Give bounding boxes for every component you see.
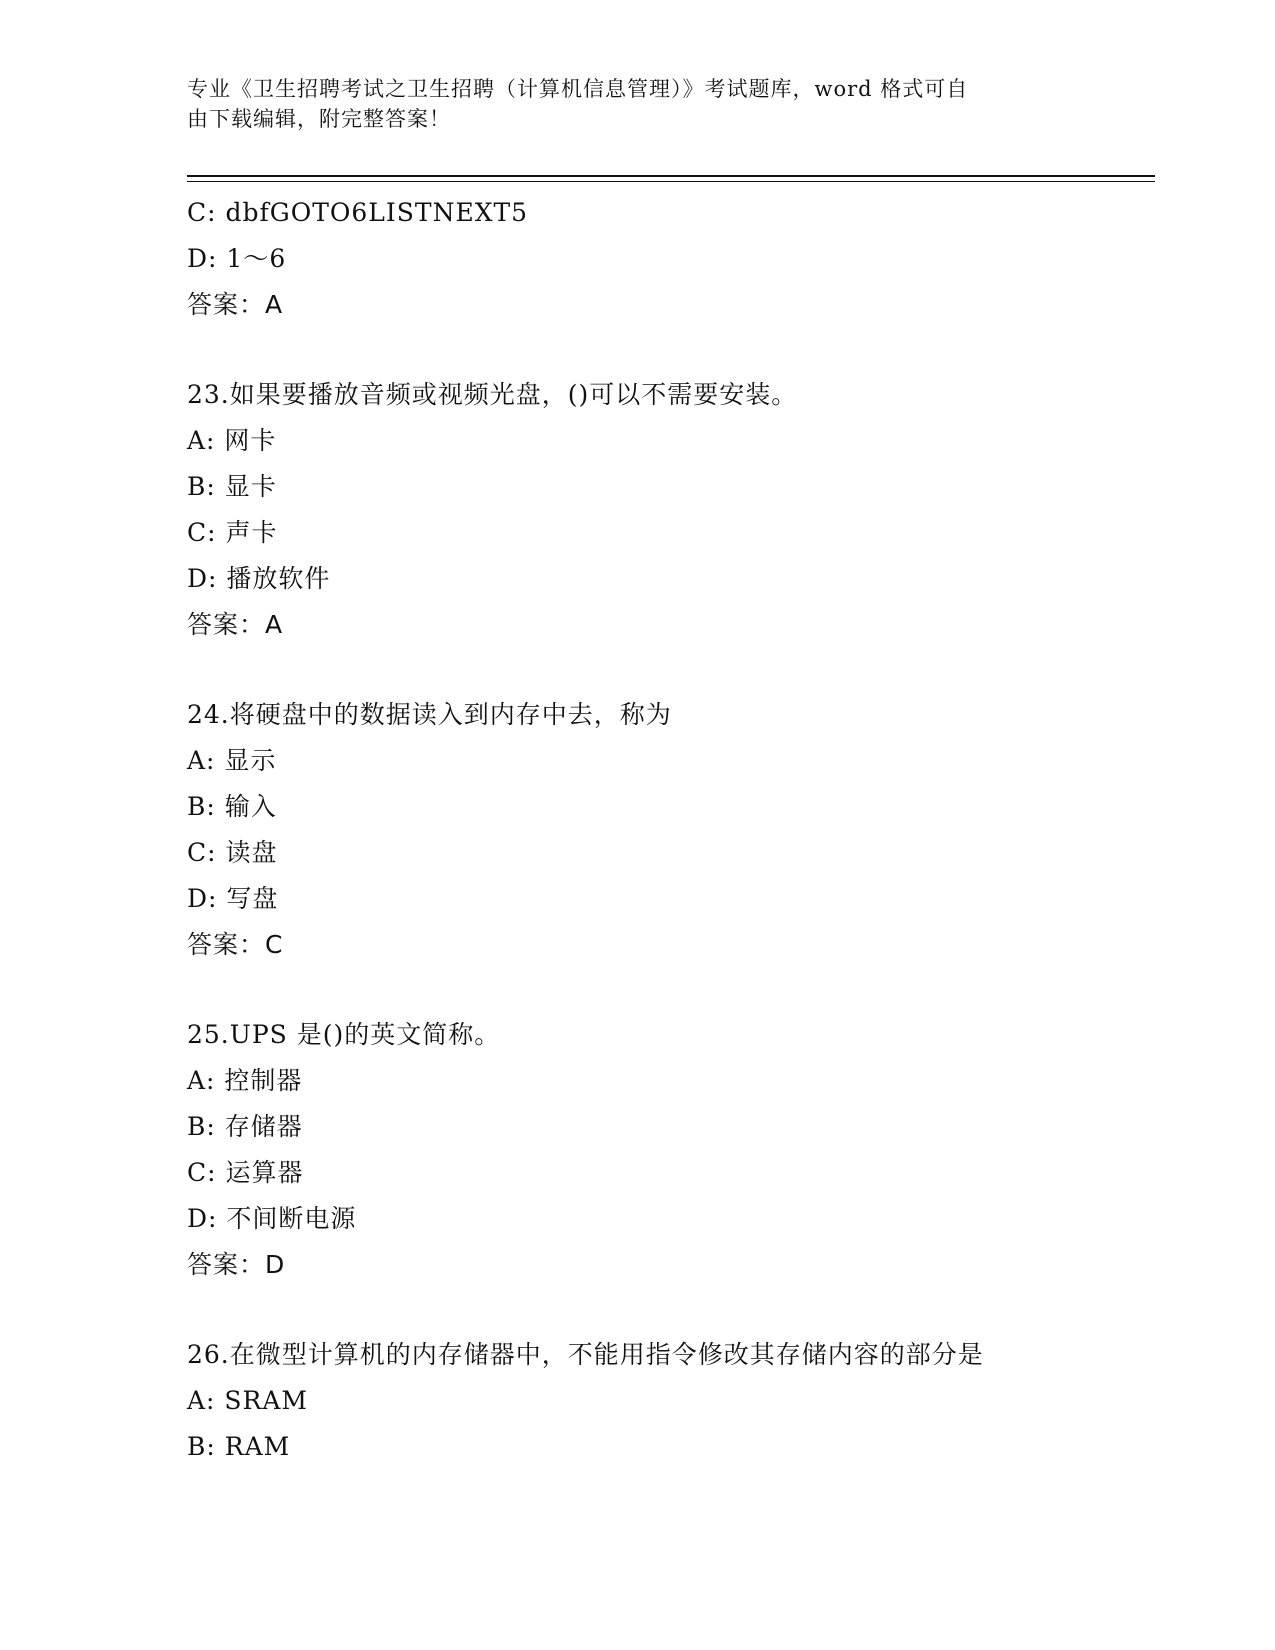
option-c: C: 读盘	[187, 838, 278, 867]
option-b: B: RAM	[187, 1432, 291, 1461]
answer-line: 答案：A	[187, 610, 284, 639]
option-b: B: 存储器	[187, 1112, 303, 1141]
option-b: B: 输入	[187, 792, 277, 821]
option-d: D: 播放软件	[187, 564, 331, 593]
option-b: B: 显卡	[187, 472, 277, 501]
header-rule-thick	[187, 175, 1155, 177]
spacer	[187, 968, 1155, 1012]
option-a: A: 网卡	[187, 426, 277, 455]
question-stem: 25.UPS 是()的英文简称。	[187, 1020, 501, 1049]
answer-line: 答案：C	[187, 930, 284, 959]
header-line-1: 专业《卫生招聘考试之卫生招聘（计算机信息管理）》考试题库，word 格式可自	[187, 77, 969, 101]
option-a: A: SRAM	[187, 1386, 309, 1415]
option-a: A: 控制器	[187, 1066, 303, 1095]
option-c: C: 运算器	[187, 1158, 304, 1187]
option-d: D: 1～6	[187, 244, 287, 273]
question-stem: 24.将硬盘中的数据读入到内存中去，称为	[187, 700, 672, 729]
answer-line: 答案：A	[187, 290, 284, 319]
header-rule-thin	[187, 181, 1155, 182]
option-d: D: 不间断电源	[187, 1204, 357, 1233]
spacer	[187, 648, 1155, 692]
option-a: A: 显示	[187, 746, 277, 775]
document-header	[187, 74, 1087, 134]
question-stem: 23.如果要播放音频或视频光盘，()可以不需要安装。	[187, 380, 798, 409]
header-line-2: 由下载编辑，附完整答案！	[187, 107, 451, 131]
option-c: C: dbfGOTO6LISTNEXT5	[187, 198, 529, 227]
question-stem: 26.在微型计算机的内存储器中，不能用指令修改其存储内容的部分是	[187, 1340, 984, 1369]
spacer	[187, 328, 1155, 372]
option-d: D: 写盘	[187, 884, 279, 913]
question-list	[187, 190, 1155, 1470]
spacer	[187, 1288, 1155, 1332]
answer-line: 答案：D	[187, 1250, 286, 1279]
option-c: C: 声卡	[187, 518, 278, 547]
